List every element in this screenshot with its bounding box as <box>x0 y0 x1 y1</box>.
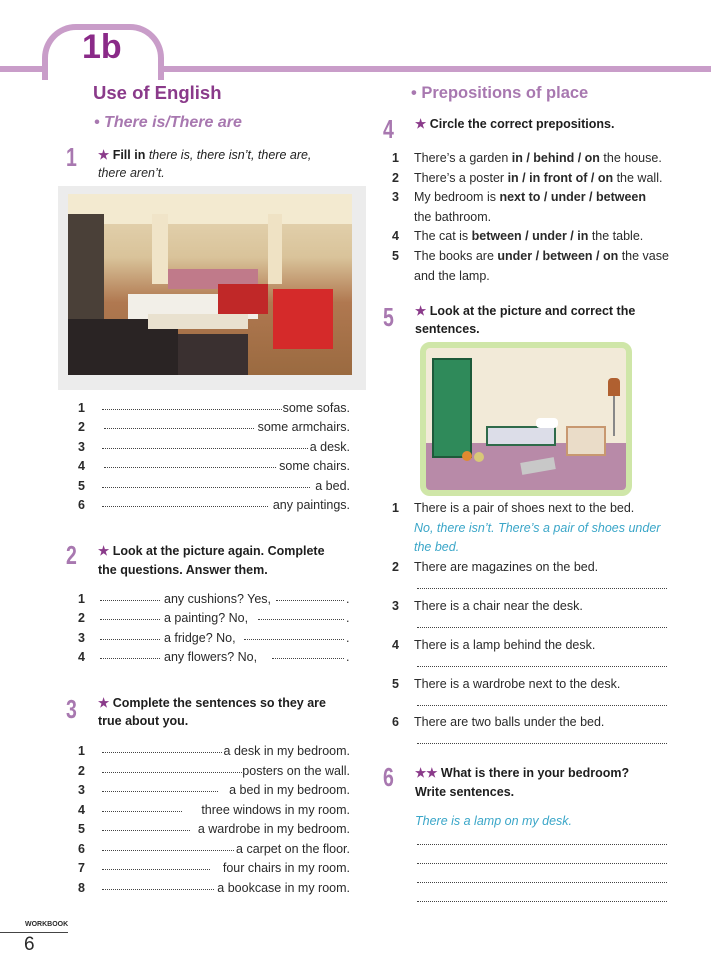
star-icon: ★ <box>98 148 110 162</box>
item-text: There is a pair of shoes next to the bed. <box>414 501 635 515</box>
answer-blank[interactable] <box>102 478 310 488</box>
instr-line: What is there in your bedroom? <box>440 766 630 780</box>
item-text: three windows in my room. <box>201 802 350 817</box>
list-item <box>392 248 672 264</box>
exercise-6-instruction <box>415 765 629 780</box>
item-number: 4 <box>392 638 399 652</box>
exercise-number: 6 <box>383 762 394 792</box>
preposition-options[interactable]: next to / under / between <box>499 190 646 204</box>
answer-line[interactable] <box>417 892 667 902</box>
list-item: 2 a painting? No, . <box>78 611 350 625</box>
page-title: Use of English <box>93 82 222 103</box>
footer-divider <box>0 932 68 933</box>
exercise-3-instruction <box>98 695 326 710</box>
answer-blank[interactable] <box>102 497 268 507</box>
list-item <box>392 500 672 516</box>
answer-blank[interactable] <box>100 649 160 659</box>
exercise-2-instruction <box>98 543 325 558</box>
preposition-options[interactable]: in / behind / on <box>511 151 600 165</box>
list-item <box>392 150 672 166</box>
list-item: 4 any flowers? No, . <box>78 650 350 664</box>
item-number: 4 <box>78 650 85 664</box>
exercise-number: 2 <box>66 540 77 570</box>
item-number: 2 <box>78 763 85 778</box>
answer-line[interactable] <box>417 835 667 845</box>
item-continuation: and the lamp. <box>414 268 490 283</box>
item-number: 1 <box>78 744 85 758</box>
exercise-number: 1 <box>66 142 77 172</box>
star-icon: ★ <box>415 117 427 131</box>
item-text: the wall. <box>613 171 663 185</box>
answer-line[interactable] <box>417 618 667 628</box>
section-heading-there-is: • There is/There are <box>94 114 242 131</box>
list-item <box>78 763 350 779</box>
item-text: There’s a garden <box>414 151 512 165</box>
page-number: 6 <box>24 934 35 955</box>
list-item <box>392 637 672 653</box>
exercise-3-instruction-cont: true about you. <box>98 714 189 728</box>
answer-line[interactable] <box>417 657 667 667</box>
answer-blank[interactable] <box>104 419 254 429</box>
star-icon: ★ <box>98 544 110 558</box>
answer-blank[interactable] <box>244 630 344 640</box>
answer-line[interactable] <box>417 579 667 589</box>
item-number: 1 <box>78 592 85 606</box>
item-text: a bed. <box>315 479 350 493</box>
list-item <box>78 419 350 435</box>
example-answer: No, there isn’t. There’s a pair of shoes under <box>414 521 661 535</box>
answer-blank[interactable] <box>102 841 234 851</box>
list-item <box>392 228 672 244</box>
instr-line: Circle the correct prepositions. <box>429 117 615 131</box>
item-continuation: the bathroom. <box>414 209 492 224</box>
list-item <box>78 743 350 759</box>
answer-blank[interactable] <box>102 743 222 753</box>
list-item <box>78 880 350 896</box>
item-text: any flowers? No, <box>164 650 258 664</box>
exercise-number: 5 <box>383 302 394 332</box>
item-text: the vase <box>618 249 669 263</box>
answer-blank[interactable] <box>100 630 160 640</box>
list-item <box>78 458 350 474</box>
exercise-number: 3 <box>66 694 77 724</box>
item-text: There is a wardrobe next to the desk. <box>414 677 621 691</box>
exercise-1-instruction <box>98 147 311 162</box>
answer-blank[interactable] <box>102 821 190 831</box>
instr-italic: there is, there isn’t, there are, <box>148 148 312 162</box>
answer-blank[interactable] <box>276 591 344 601</box>
list-item <box>78 802 350 818</box>
list-item <box>392 598 672 614</box>
instr-line: Complete the sentences so they are <box>112 696 326 710</box>
item-text: a bookcase in my room. <box>217 880 350 895</box>
item-text: a carpet on the floor. <box>236 841 350 856</box>
item-number: 6 <box>392 715 399 729</box>
item-number: 7 <box>78 861 85 875</box>
exercise-2-instruction-cont: the questions. Answer them. <box>98 563 268 577</box>
answer-line[interactable] <box>417 854 667 864</box>
item-number: 6 <box>78 841 85 856</box>
exercise-4-instruction <box>415 116 614 131</box>
example-answer: There is a lamp on my desk. <box>415 814 573 828</box>
item-text: some armchairs. <box>257 420 350 434</box>
item-number: 5 <box>78 822 85 836</box>
exercise-6-instruction-cont: Write sentences. <box>415 785 515 799</box>
list-item <box>78 497 350 513</box>
example-answer-cont: the bed. <box>414 540 460 554</box>
item-number: 2 <box>78 420 85 434</box>
list-item <box>78 821 350 837</box>
list-item <box>78 478 350 494</box>
answer-blank[interactable] <box>102 400 282 410</box>
item-text: any paintings. <box>272 498 350 512</box>
answer-blank[interactable] <box>272 649 344 659</box>
list-item <box>78 841 350 857</box>
list-item <box>78 400 350 416</box>
answer-blank[interactable] <box>102 782 218 792</box>
preposition-options[interactable]: between / under / in <box>471 229 589 243</box>
item-text: a painting? No, <box>164 611 249 625</box>
answer-blank[interactable] <box>102 860 210 870</box>
bedroom-illustration <box>420 342 632 496</box>
answer-line[interactable] <box>417 696 667 706</box>
answer-blank[interactable] <box>100 610 160 620</box>
item-text: some chairs. <box>279 459 350 473</box>
unit-number: 1b <box>82 28 122 66</box>
instr-line: Look at the picture and correct the <box>429 304 636 318</box>
list-item <box>78 439 350 455</box>
item-number: 3 <box>78 440 85 454</box>
preposition-options[interactable]: in / in front of / on <box>507 171 614 185</box>
answer-blank[interactable] <box>100 591 160 601</box>
list-item <box>392 676 672 692</box>
living-room-photo <box>68 194 352 375</box>
item-number: 3 <box>392 190 399 204</box>
answer-line[interactable] <box>417 873 667 883</box>
star-icon: ★ <box>98 696 110 710</box>
item-number: 5 <box>392 677 399 691</box>
list-item <box>392 170 672 186</box>
item-number: 3 <box>78 631 85 645</box>
item-text: My bedroom is <box>414 190 500 204</box>
item-text: any cushions? Yes, <box>164 592 272 606</box>
item-number: 4 <box>78 459 85 473</box>
answer-blank[interactable] <box>104 458 276 468</box>
answer-blank[interactable] <box>102 880 214 890</box>
instr-bold: Fill in <box>112 148 146 162</box>
item-number: 6 <box>78 498 85 512</box>
item-text: a fridge? No, <box>164 631 236 645</box>
star-icon: ★ <box>415 304 427 318</box>
item-text: The books are <box>414 249 498 263</box>
list-item <box>392 559 672 575</box>
item-text: There is a lamp behind the desk. <box>414 638 596 652</box>
exercise-5-instruction <box>415 303 635 318</box>
answer-blank[interactable] <box>102 763 242 773</box>
list-item <box>78 782 350 798</box>
exercise-5-instruction-cont: sentences. <box>415 322 480 336</box>
item-number: 5 <box>78 479 85 493</box>
instr-line: Look at the picture again. Complete <box>112 544 325 558</box>
list-item <box>392 189 672 205</box>
answer-blank[interactable] <box>258 610 344 620</box>
item-text: a desk. <box>309 440 350 454</box>
answer-blank[interactable] <box>102 439 308 449</box>
item-number: 3 <box>78 783 85 797</box>
item-number: 5 <box>392 249 399 263</box>
item-text: a desk in my bedroom. <box>223 744 350 758</box>
item-number: 2 <box>392 560 399 574</box>
exercise-1-instruction-cont: there aren’t. <box>98 166 165 180</box>
item-number: 1 <box>392 151 399 165</box>
item-text: four chairs in my room. <box>222 861 350 875</box>
item-text: There are two balls under the bed. <box>414 715 605 729</box>
answer-blank[interactable] <box>102 802 182 812</box>
item-text: The cat is <box>414 229 472 243</box>
star-icon: ★★ <box>415 766 438 780</box>
item-text: There is a chair near the desk. <box>414 599 583 613</box>
list-item: 3 a fridge? No, . <box>78 631 350 645</box>
item-number: 4 <box>392 229 399 243</box>
item-number: 8 <box>78 880 85 895</box>
list-item <box>78 860 350 876</box>
item-text: a bed in my bedroom. <box>229 783 350 797</box>
item-text: There’s a poster <box>414 171 508 185</box>
item-number: 1 <box>392 501 399 515</box>
section-heading-prepositions: • Prepositions of place <box>411 84 589 102</box>
item-text: a wardrobe in my bedroom. <box>197 822 350 836</box>
item-number: 3 <box>392 599 399 613</box>
item-text: There are magazines on the bed. <box>414 560 599 574</box>
item-text: some sofas. <box>282 401 350 415</box>
footer-label: WORKBOOK <box>25 921 69 928</box>
item-number: 2 <box>78 611 85 625</box>
item-number: 2 <box>392 171 399 185</box>
preposition-options[interactable]: under / between / on <box>497 249 619 263</box>
exercise-number: 4 <box>383 114 394 144</box>
answer-line[interactable] <box>417 734 667 744</box>
list-item <box>392 714 672 730</box>
item-text: the house. <box>599 151 662 165</box>
item-number: 4 <box>78 802 85 817</box>
item-number: 1 <box>78 401 85 415</box>
list-item: 1 any cushions? Yes, . <box>78 592 350 606</box>
item-text: the table. <box>588 229 644 243</box>
item-text: posters on the wall. <box>242 763 350 778</box>
